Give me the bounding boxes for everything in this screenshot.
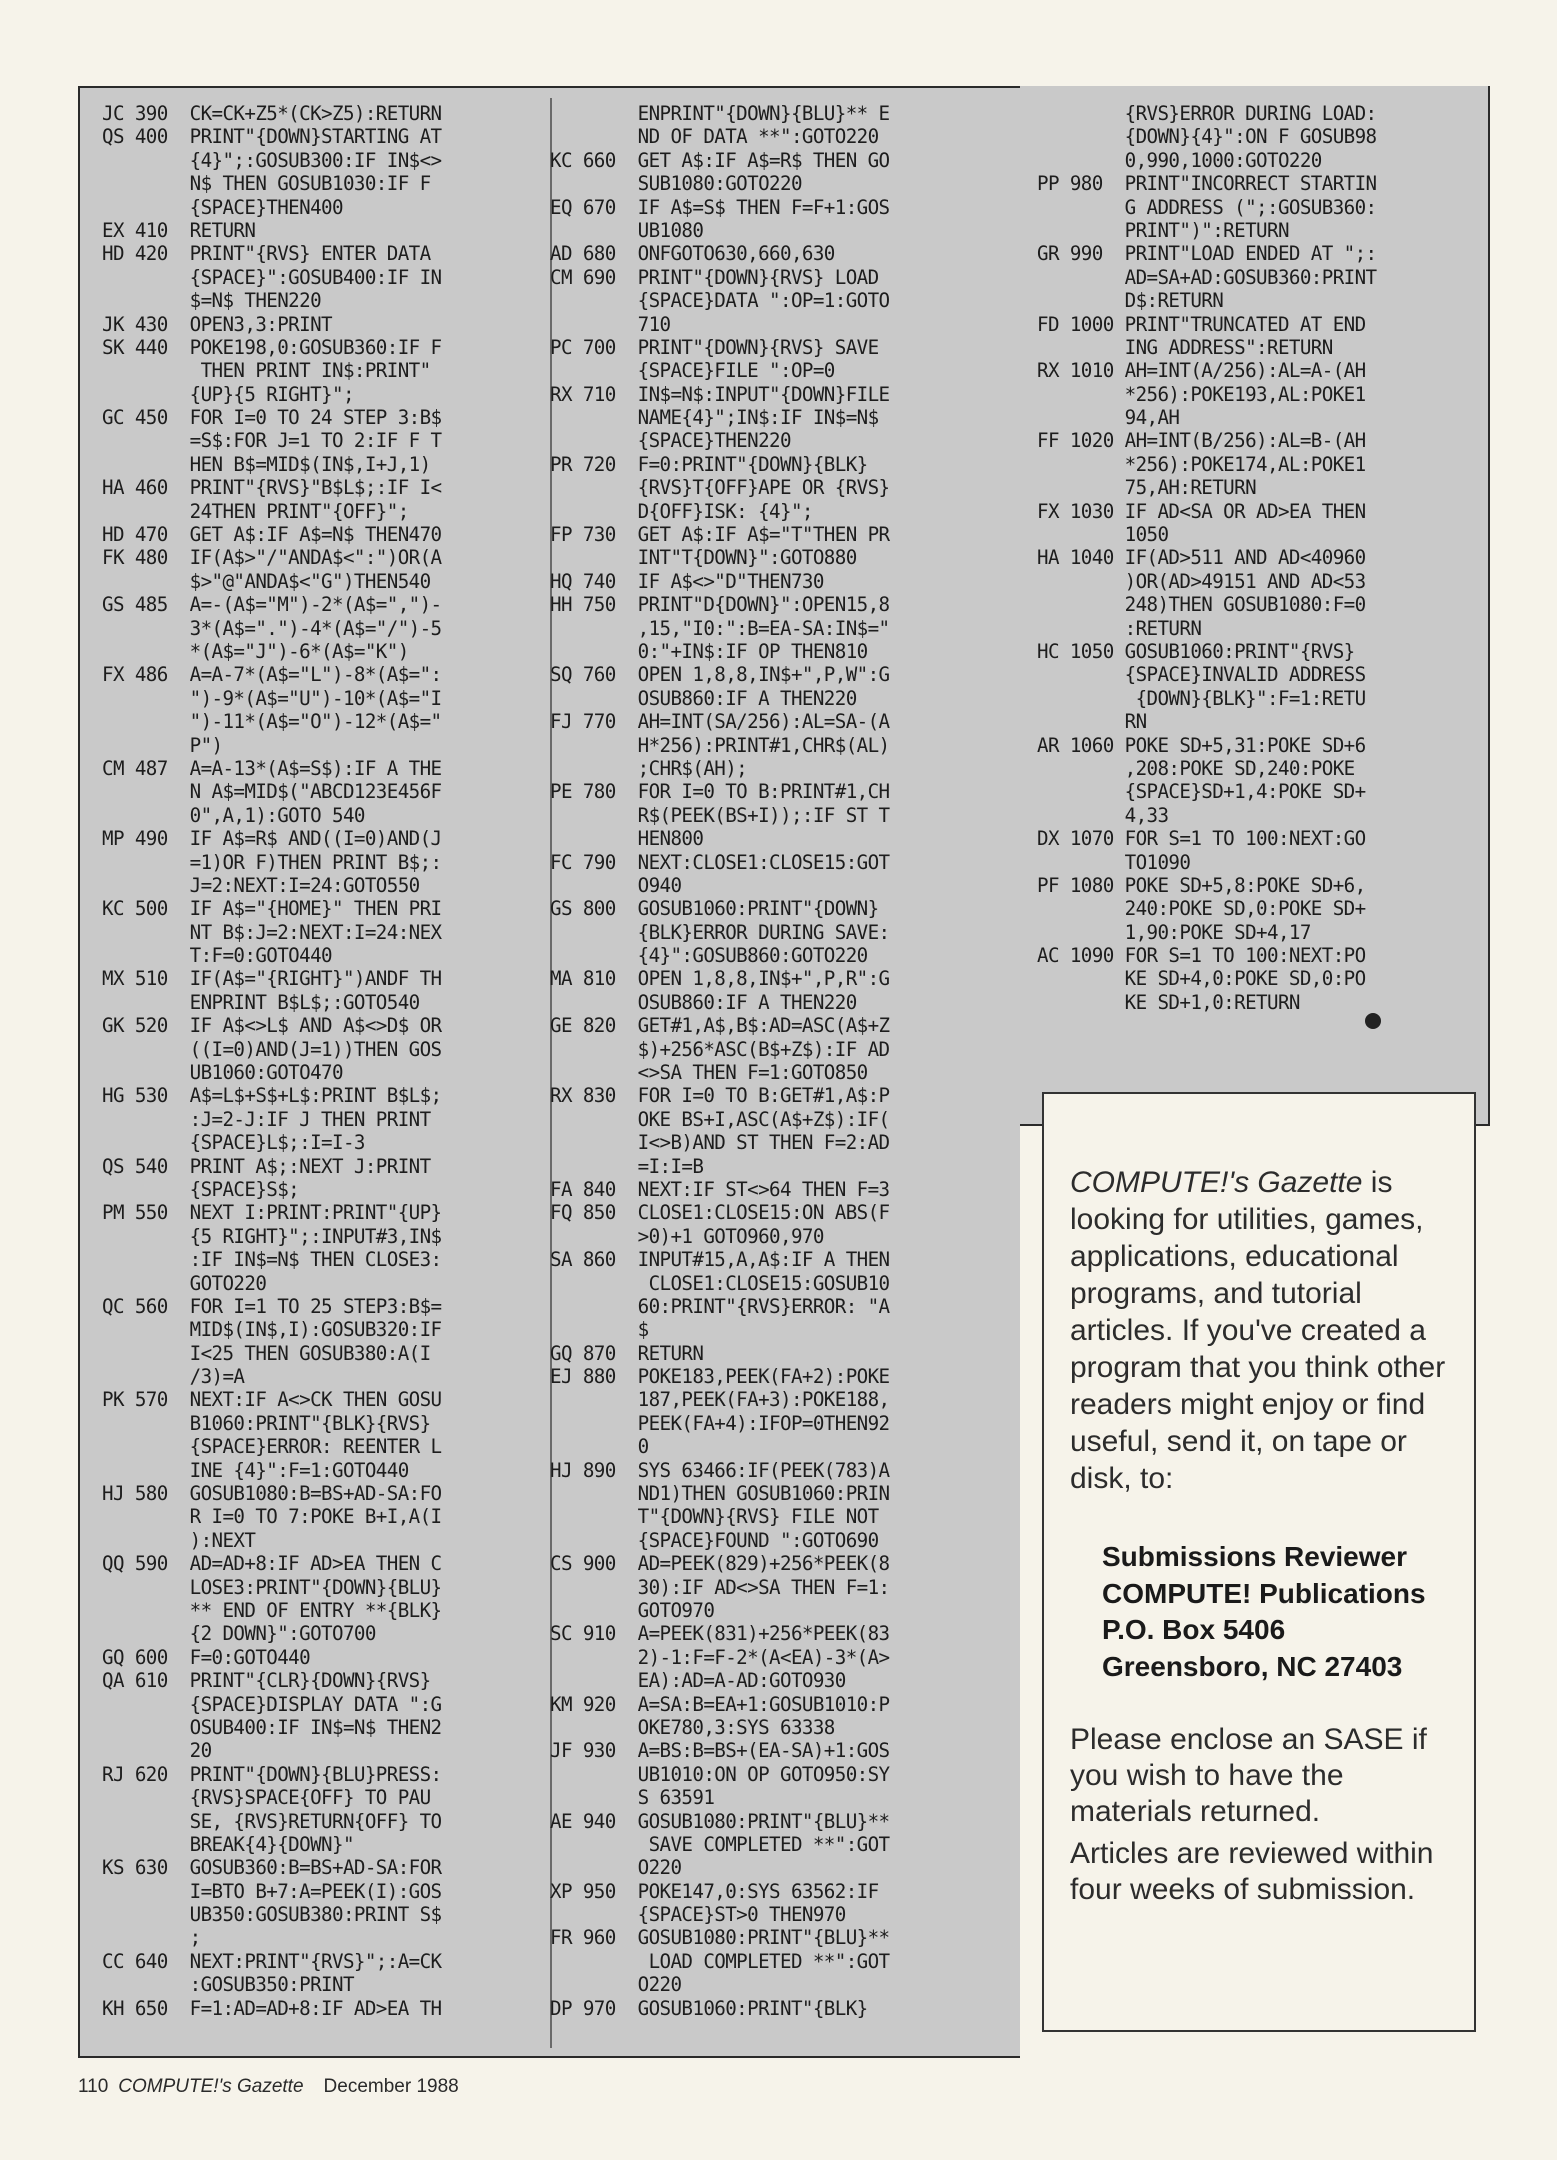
listing-line: XP 950 POKE147,0:SYS 63562:IF — [550, 1879, 879, 1903]
listing-column-3 — [1037, 102, 1377, 1014]
listing-line: {RVS}T{OFF}APE OR {RVS} — [550, 476, 890, 500]
listing-line: {UP}{5 RIGHT}"; — [102, 382, 354, 406]
listing-line: OKE BS+I,ASC(A$+Z$):IF( — [550, 1107, 890, 1131]
end-of-article-icon — [1365, 1013, 1381, 1029]
listing-line: CS 900 AD=PEEK(829)+256*PEEK(8 — [550, 1552, 890, 1576]
listing-line: ; — [102, 1926, 201, 1950]
listing-line: TO1090 — [1037, 850, 1191, 874]
listing-line: ND1)THEN GOSUB1060:PRIN — [550, 1482, 890, 1506]
listing-line: AC 1090 FOR S=1 TO 100:NEXT:PO — [1037, 944, 1366, 968]
listing-line: ING ADDRESS":RETURN — [1037, 335, 1333, 359]
listing-line: :J=2-J:IF J THEN PRINT — [102, 1107, 431, 1131]
listing-line: $)+256*ASC(B$+Z$):IF AD — [550, 1037, 890, 1061]
listing-line: KC 660 GET A$:IF A$=R$ THEN GO — [550, 148, 890, 172]
listing-line: {SPACE}FOUND ":GOTO690 — [550, 1528, 879, 1552]
listing-line: ):NEXT — [102, 1528, 256, 1552]
listing-line: 3*(A$=".")-4*(A$="/")-5 — [102, 616, 442, 640]
listing-line: EJ 880 POKE183,PEEK(FA+2):POKE — [550, 1365, 890, 1389]
listing-line: FD 1000 PRINT"TRUNCATED AT END — [1037, 312, 1366, 336]
listing-line: $=N$ THEN220 — [102, 289, 322, 313]
listing-line: OSUB860:IF A THEN220 — [550, 686, 857, 710]
listing-line: HG 530 A$=L$+S$+L$:PRINT B$L$; — [102, 1084, 442, 1108]
listing-line: LOSE3:PRINT"{DOWN}{BLU} — [102, 1575, 442, 1599]
listing-line: GE 820 GET#1,A$,B$:AD=ASC(A$+Z — [550, 1014, 890, 1038]
listing-line: 4,33 — [1037, 803, 1169, 827]
listing-line: D$:RETURN — [1037, 289, 1224, 313]
listing-line: PK 570 NEXT:IF A<>CK THEN GOSU — [102, 1388, 442, 1412]
listing-line: $>"@"ANDA$<"G")THEN540 — [102, 569, 431, 593]
page-number: 110 — [78, 2076, 109, 2097]
listing-line: {BLK}ERROR DURING SAVE: — [550, 920, 890, 944]
listing-line: {RVS}ERROR DURING LOAD: — [1037, 102, 1377, 125]
listing-line: FJ 770 AH=INT(SA/256):AL=SA-(A — [550, 710, 890, 734]
listing-line: KH 650 F=1:AD=AD+8:IF AD>EA TH — [102, 1996, 442, 2020]
listing-line: GR 990 PRINT"LOAD ENDED AT ";: — [1037, 242, 1377, 266]
listing-line: SA 860 INPUT#15,A,A$:IF A THEN — [550, 1248, 890, 1272]
listing-line: I=BTO B+7:A=PEEK(I):GOS — [102, 1879, 442, 1903]
listing-line: GC 450 FOR I=0 TO 24 STEP 3:B$ — [102, 406, 442, 430]
listing-line: QC 560 FOR I=1 TO 25 STEP3:B$= — [102, 1294, 442, 1318]
listing-line: J=2:NEXT:I=24:GOTO550 — [102, 873, 420, 897]
listing-line: CM 487 A=A-13*(A$=S$):IF A THE — [102, 756, 442, 780]
listing-line: 240:POKE SD,0:POKE SD+ — [1037, 897, 1366, 921]
listing-line: JF 930 A=BS:B=BS+(EA-SA)+1:GOS — [550, 1739, 890, 1763]
listing-line: 94,AH — [1037, 406, 1180, 430]
listing-line: 2)-1:F=F-2*(A<EA)-3*(A> — [550, 1645, 890, 1669]
listing-line: RJ 620 PRINT"{DOWN}{BLU}PRESS: — [102, 1762, 442, 1786]
listing-line: T:F=0:GOTO440 — [102, 944, 332, 968]
listing-line: KC 500 IF A$="{HOME}" THEN PRI — [102, 897, 442, 921]
listing-line: QS 400 PRINT"{DOWN}STARTING AT — [102, 125, 442, 149]
listing-line: QQ 590 AD=AD+8:IF AD>EA THEN C — [102, 1552, 442, 1576]
listing-line: HA 460 PRINT"{RVS}"B$L$;:IF I< — [102, 476, 442, 500]
listing-line: HEN B$=MID$(IN$,I+J,1) — [102, 452, 431, 476]
listing-line: {RVS}SPACE{OFF} TO PAU — [102, 1786, 431, 1810]
listing-line: HD 470 GET A$:IF A$=N$ THEN470 — [102, 523, 442, 547]
listing-line: SQ 760 OPEN 1,8,8,IN$+",P,W":G — [550, 663, 890, 687]
listing-line: PF 1080 POKE SD+5,8:POKE SD+6, — [1037, 873, 1366, 897]
listing-line: HD 420 PRINT"{RVS} ENTER DATA — [102, 242, 431, 266]
notice-body — [1070, 1164, 1470, 1497]
listing-line: T"{DOWN}{RVS} FILE NOT — [550, 1505, 879, 1529]
listing-line: {SPACE}SD+1,4:POKE SD+ — [1037, 780, 1366, 804]
listing-line: 0:"+IN$:IF OP THEN810 — [550, 639, 868, 663]
listing-line: UB1080 — [550, 218, 704, 242]
listing-line: /3)=A — [102, 1365, 245, 1389]
notice-enclose-text — [1070, 1722, 1470, 1908]
listing-line: FC 790 NEXT:CLOSE1:CLOSE15:GOT — [550, 850, 890, 874]
listing-line: EA):AD=A-AD:GOTO930 — [550, 1669, 846, 1693]
listing-line: SAVE COMPLETED **":GOT — [550, 1832, 890, 1856]
listing-line: ((I=0)AND(J=1))THEN GOS — [102, 1037, 442, 1061]
address-line: Greensboro, NC 27403 — [1102, 1650, 1403, 1682]
listing-line: AE 940 GOSUB1080:PRINT"{BLU}** — [550, 1809, 890, 1833]
listing-line: KE SD+4,0:POKE SD,0:PO — [1037, 967, 1366, 991]
listing-line: {SPACE}THEN400 — [102, 195, 343, 219]
listing-line: LOAD COMPLETED **":GOT — [550, 1949, 890, 1973]
listing-line: HH 750 PRINT"D{DOWN}":OPEN15,8 — [550, 593, 890, 617]
listing-line: I<25 THEN GOSUB380:A(I — [102, 1341, 431, 1365]
footer-magazine: COMPUTE!'s Gazette — [118, 2076, 304, 2097]
listing-line: ** END OF ENTRY **{BLK} — [102, 1599, 442, 1622]
listing-line: =I:I=B — [550, 1154, 704, 1178]
listing-line: UB1060:GOTO470 — [102, 1061, 343, 1085]
listing-line: {5 RIGHT}";:INPUT#3,IN$ — [102, 1224, 442, 1248]
listing-line: ")-9*(A$="U")-10*(A$="I — [102, 686, 442, 710]
listing-line: {SPACE}":GOSUB400:IF IN — [102, 265, 442, 289]
footer-date: December 1988 — [323, 2076, 459, 2097]
listing-line: PP 980 PRINT"INCORRECT STARTIN — [1037, 172, 1377, 196]
listing-line: FA 840 NEXT:IF ST<>64 THEN F=3 — [550, 1177, 890, 1201]
listing-line: I<>B)AND ST THEN F=2:AD — [550, 1131, 890, 1155]
page-footer — [78, 2076, 459, 2098]
enclose-sase-text: Please enclose an SASE if you wish to have the materials returned. — [1070, 1723, 1427, 1828]
listing-line: SE, {RVS}RETURN{OFF} TO — [102, 1809, 442, 1833]
listing-line: AD=SA+AD:GOSUB360:PRINT — [1037, 265, 1377, 289]
listing-line: DX 1070 FOR S=1 TO 100:NEXT:GO — [1037, 827, 1366, 851]
listing-line: =S$:FOR J=1 TO 2:IF F T — [102, 429, 442, 453]
listing-line: {SPACE}ERROR: REENTER L — [102, 1435, 442, 1459]
listing-line: KM 920 A=SA:B=EA+1:GOSUB1010:P — [550, 1692, 890, 1716]
notice-magazine-name: COMPUTE!'s Gazette — [1070, 1166, 1363, 1199]
listing-line: O940 — [550, 873, 682, 897]
listing-line: N A$=MID$("ABCD123E456F — [102, 780, 442, 804]
listing-line: P") — [102, 733, 223, 757]
listing-line: O220 — [550, 1973, 682, 1997]
listing-line: *256):POKE193,AL:POKE1 — [1037, 382, 1366, 406]
review-time-text: Articles are reviewed within four weeks of submission. — [1070, 1837, 1434, 1906]
listing-line: 187,PEEK(FA+3):POKE188, — [550, 1388, 890, 1412]
listing-line: INE {4}":F=1:GOTO440 — [102, 1458, 409, 1482]
listing-line: MP 490 IF A$=R$ AND((I=0)AND(J — [102, 827, 442, 851]
address-line: P.O. Box 5406 — [1102, 1614, 1286, 1645]
listing-line: 0,990,1000:GOTO220 — [1037, 148, 1322, 172]
listing-line: SK 440 POKE198,0:GOSUB360:IF F — [102, 335, 442, 359]
listing-line: SC 910 A=PEEK(831)+256*PEEK(83 — [550, 1622, 890, 1646]
listing-line: ENPRINT"{DOWN}{BLU}** E — [550, 102, 890, 125]
listing-line: 0",A,1):GOTO 540 — [102, 803, 365, 827]
listing-line: RN — [1037, 710, 1147, 734]
listing-line: 1050 — [1037, 523, 1169, 547]
listing-line: NT B$:J=2:NEXT:I=24:NEX — [102, 920, 442, 944]
listing-column-1 — [102, 102, 442, 2020]
listing-line: $ — [550, 1318, 649, 1342]
listing-line: GOTO970 — [550, 1599, 715, 1622]
listing-line: GQ 870 RETURN — [550, 1341, 704, 1365]
listing-line: FX 486 A=A-7*(A$="L")-8*(A$=": — [102, 663, 442, 687]
submission-address — [1102, 1539, 1426, 1685]
listing-line: ,208:POKE SD,240:POKE — [1037, 756, 1355, 780]
listing-line: PC 700 PRINT"{DOWN}{RVS} SAVE — [550, 335, 879, 359]
listing-line: {SPACE}L$;:I=I-3 — [102, 1131, 365, 1155]
listing-line: ;CHR$(AH); — [550, 756, 748, 780]
listing-line: 710 — [550, 312, 671, 336]
listing-line: HJ 890 SYS 63466:IF(PEEK(783)A — [550, 1458, 890, 1482]
listing-line: HA 1040 IF(AD>511 AND AD<40960 — [1037, 546, 1366, 570]
listing-line: *(A$="J")-6*(A$="K") — [102, 639, 409, 663]
listing-line: OKE780,3:SYS 63338 — [550, 1715, 835, 1739]
listing-line: HC 1050 GOSUB1060:PRINT"{RVS} — [1037, 639, 1355, 663]
listing-line: MA 810 OPEN 1,8,8,IN$+",P,R":G — [550, 967, 890, 991]
listing-line: )OR(AD>49151 AND AD<53 — [1037, 569, 1366, 593]
notice-text: is looking for utilities, games, applications, educational programs, and tutorial articles. If you've created a program that you think other readers might enjoy or find useful, send it, on tape or disk, to: — [1070, 1166, 1446, 1495]
listing-line: ENPRINT B$L$;:GOTO540 — [102, 990, 420, 1014]
listing-line: O220 — [550, 1856, 682, 1880]
listing-line: AD 680 ONFGOTO630,660,630 — [550, 242, 835, 266]
listing-line: N$ THEN GOSUB1030:IF F — [102, 172, 431, 196]
listing-line: {SPACE}FILE ":OP=0 — [550, 359, 835, 383]
listing-line: :IF IN$=N$ THEN CLOSE3: — [102, 1248, 442, 1272]
listing-line: CC 640 NEXT:PRINT"{RVS}";:A=CK — [102, 1949, 442, 1973]
listing-line: KS 630 GOSUB360:B=BS+AD-SA:FOR — [102, 1856, 442, 1880]
listing-line: EQ 670 IF A$=S$ THEN F=F+1:GOS — [550, 195, 890, 219]
listing-line: RX 830 FOR I=0 TO B:GET#1,A$:P — [550, 1084, 890, 1108]
listing-line: GS 485 A=-(A$="M")-2*(A$=",")- — [102, 593, 442, 617]
listing-line: EX 410 RETURN — [102, 218, 256, 242]
listing-line: HJ 580 GOSUB1080:B=BS+AD-SA:FO — [102, 1482, 442, 1506]
listing-line: CM 690 PRINT"{DOWN}{RVS} LOAD — [550, 265, 879, 289]
listing-line: FQ 850 CLOSE1:CLOSE15:ON ABS(F — [550, 1201, 890, 1225]
listing-line: {SPACE}INVALID ADDRESS — [1037, 663, 1366, 687]
listing-line: PE 780 FOR I=0 TO B:PRINT#1,CH — [550, 780, 890, 804]
listing-line: {SPACE}DISPLAY DATA ":G — [102, 1692, 442, 1716]
listing-line: NAME{4}";IN$:IF IN$=N$ — [550, 406, 879, 430]
listing-line: ")-11*(A$="O")-12*(A$=" — [102, 710, 442, 734]
listing-line: FK 480 IF(A$>"/"ANDA$<":")OR(A — [102, 546, 442, 570]
listing-line: BREAK{4}{DOWN}" — [102, 1832, 354, 1856]
listing-line: INT"T{DOWN}":GOTO880 — [550, 546, 857, 570]
listing-line: D{OFF}ISK: {4}"; — [550, 499, 813, 523]
listing-line: HQ 740 IF A$<>"D"THEN730 — [550, 569, 824, 593]
listing-line: HEN800 — [550, 827, 704, 851]
listing-line: {2 DOWN}":GOTO700 — [102, 1622, 376, 1646]
listing-line: R$(PEEK(BS+I));:IF ST T — [550, 803, 890, 827]
listing-line: {SPACE}ST>0 THEN970 — [550, 1903, 846, 1927]
listing-line: ND OF DATA **":GOTO220 — [550, 125, 879, 149]
listing-line: FP 730 GET A$:IF A$="T"THEN PR — [550, 523, 890, 547]
listing-line: {SPACE}DATA ":OP=1:GOTO — [550, 289, 890, 313]
submissions-notice-box — [1042, 1092, 1476, 2032]
listing-line: JK 430 OPEN3,3:PRINT — [102, 312, 332, 336]
listing-line: JC 390 CK=CK+Z5*(CK>Z5):RETURN — [102, 102, 442, 125]
listing-line: G ADDRESS (";:GOSUB360: — [1037, 195, 1377, 219]
listing-line: {SPACE}S$; — [102, 1177, 300, 1201]
listing-line: UB350:GOSUB380:PRINT S$ — [102, 1903, 442, 1927]
listing-line: H*256):PRINT#1,CHR$(AL) — [550, 733, 890, 757]
listing-line: OSUB860:IF A THEN220 — [550, 990, 857, 1014]
listing-line: FR 960 GOSUB1080:PRINT"{BLU}** — [550, 1926, 890, 1950]
listing-line: FF 1020 AH=INT(B/256):AL=B-(AH — [1037, 429, 1366, 453]
listing-line: B1060:PRINT"{BLK}{RVS} — [102, 1411, 431, 1435]
listing-line: GS 800 GOSUB1060:PRINT"{DOWN} — [550, 897, 879, 921]
listing-line: S 63591 — [550, 1786, 715, 1810]
listing-line: 30):IF AD<>SA THEN F=1: — [550, 1575, 890, 1599]
listing-line: THEN PRINT IN$:PRINT" — [102, 359, 431, 383]
listing-line: R I=0 TO 7:POKE B+I,A(I — [102, 1505, 442, 1529]
listing-line: GOTO220 — [102, 1271, 267, 1295]
address-line: COMPUTE! Publications — [1102, 1577, 1426, 1609]
listing-line: 24THEN PRINT"{OFF}"; — [102, 499, 409, 523]
listing-line: MX 510 IF(A$="{RIGHT}")ANDF TH — [102, 967, 442, 991]
listing-line: *256):POKE174,AL:POKE1 — [1037, 452, 1366, 476]
listing-line: {DOWN}{4}":ON F GOSUB98 — [1037, 125, 1377, 149]
listing-line: KE SD+1,0:RETURN — [1037, 990, 1300, 1014]
listing-line: 75,AH:RETURN — [1037, 476, 1257, 500]
listing-line: GK 520 IF A$<>L$ AND A$<>D$ OR — [102, 1014, 442, 1038]
listing-line: RX 710 IN$=N$:INPUT"{DOWN}FILE — [550, 382, 890, 406]
listing-line: PRINT")":RETURN — [1037, 218, 1289, 242]
listing-line: {4}";:GOSUB300:IF IN$<> — [102, 148, 442, 172]
listing-line: AR 1060 POKE SD+5,31:POKE SD+6 — [1037, 733, 1366, 757]
listing-line: GQ 600 F=0:GOTO440 — [102, 1645, 311, 1669]
listing-line: {DOWN}{BLK}":F=1:RETU — [1037, 686, 1366, 710]
listing-line: SUB1080:GOTO220 — [550, 172, 802, 196]
listing-line: RX 1010 AH=INT(A/256):AL=A-(AH — [1037, 359, 1366, 383]
listing-column-2 — [550, 102, 890, 2020]
listing-line: ,15,"I0:":B=EA-SA:IN$=" — [550, 616, 890, 640]
listing-line: <>SA THEN F=1:GOTO850 — [550, 1061, 868, 1085]
listing-line: DP 970 GOSUB1060:PRINT"{BLK} — [550, 1996, 868, 2020]
listing-line: :GOSUB350:PRINT — [102, 1973, 354, 1997]
listing-line: PEEK(FA+4):IFOP=0THEN92 — [550, 1411, 890, 1435]
address-line: Submissions Reviewer — [1102, 1541, 1408, 1572]
listing-line: {SPACE}THEN220 — [550, 429, 791, 453]
listing-line: QA 610 PRINT"{CLR}{DOWN}{RVS} — [102, 1669, 431, 1693]
listing-line: 1,90:POKE SD+4,17 — [1037, 920, 1311, 944]
listing-line: 20 — [102, 1739, 212, 1763]
listing-line: PR 720 F=0:PRINT"{DOWN}{BLK} — [550, 452, 868, 476]
listing-line: 60:PRINT"{RVS}ERROR: "A — [550, 1294, 890, 1318]
listing-line: =1)OR F)THEN PRINT B$;: — [102, 850, 442, 874]
listing-line: :RETURN — [1037, 616, 1202, 640]
listing-line: OSUB400:IF IN$=N$ THEN2 — [102, 1715, 442, 1739]
listing-line: UB1010:ON OP GOTO950:SY — [550, 1762, 890, 1786]
listing-line: PM 550 NEXT I:PRINT:PRINT"{UP} — [102, 1201, 442, 1225]
listing-line: >0)+1 GOTO960,970 — [550, 1224, 824, 1248]
listing-line: FX 1030 IF AD<SA OR AD>EA THEN — [1037, 499, 1366, 523]
listing-line: 0 — [550, 1435, 649, 1459]
listing-line: MID$(IN$,I):GOSUB320:IF — [102, 1318, 442, 1342]
listing-line: 248)THEN GOSUB1080:F=0 — [1037, 593, 1366, 617]
listing-line: QS 540 PRINT A$;:NEXT J:PRINT — [102, 1154, 431, 1178]
listing-line: {4}":GOSUB860:GOTO220 — [550, 944, 868, 968]
listing-line: CLOSE1:CLOSE15:GOSUB10 — [550, 1271, 890, 1295]
